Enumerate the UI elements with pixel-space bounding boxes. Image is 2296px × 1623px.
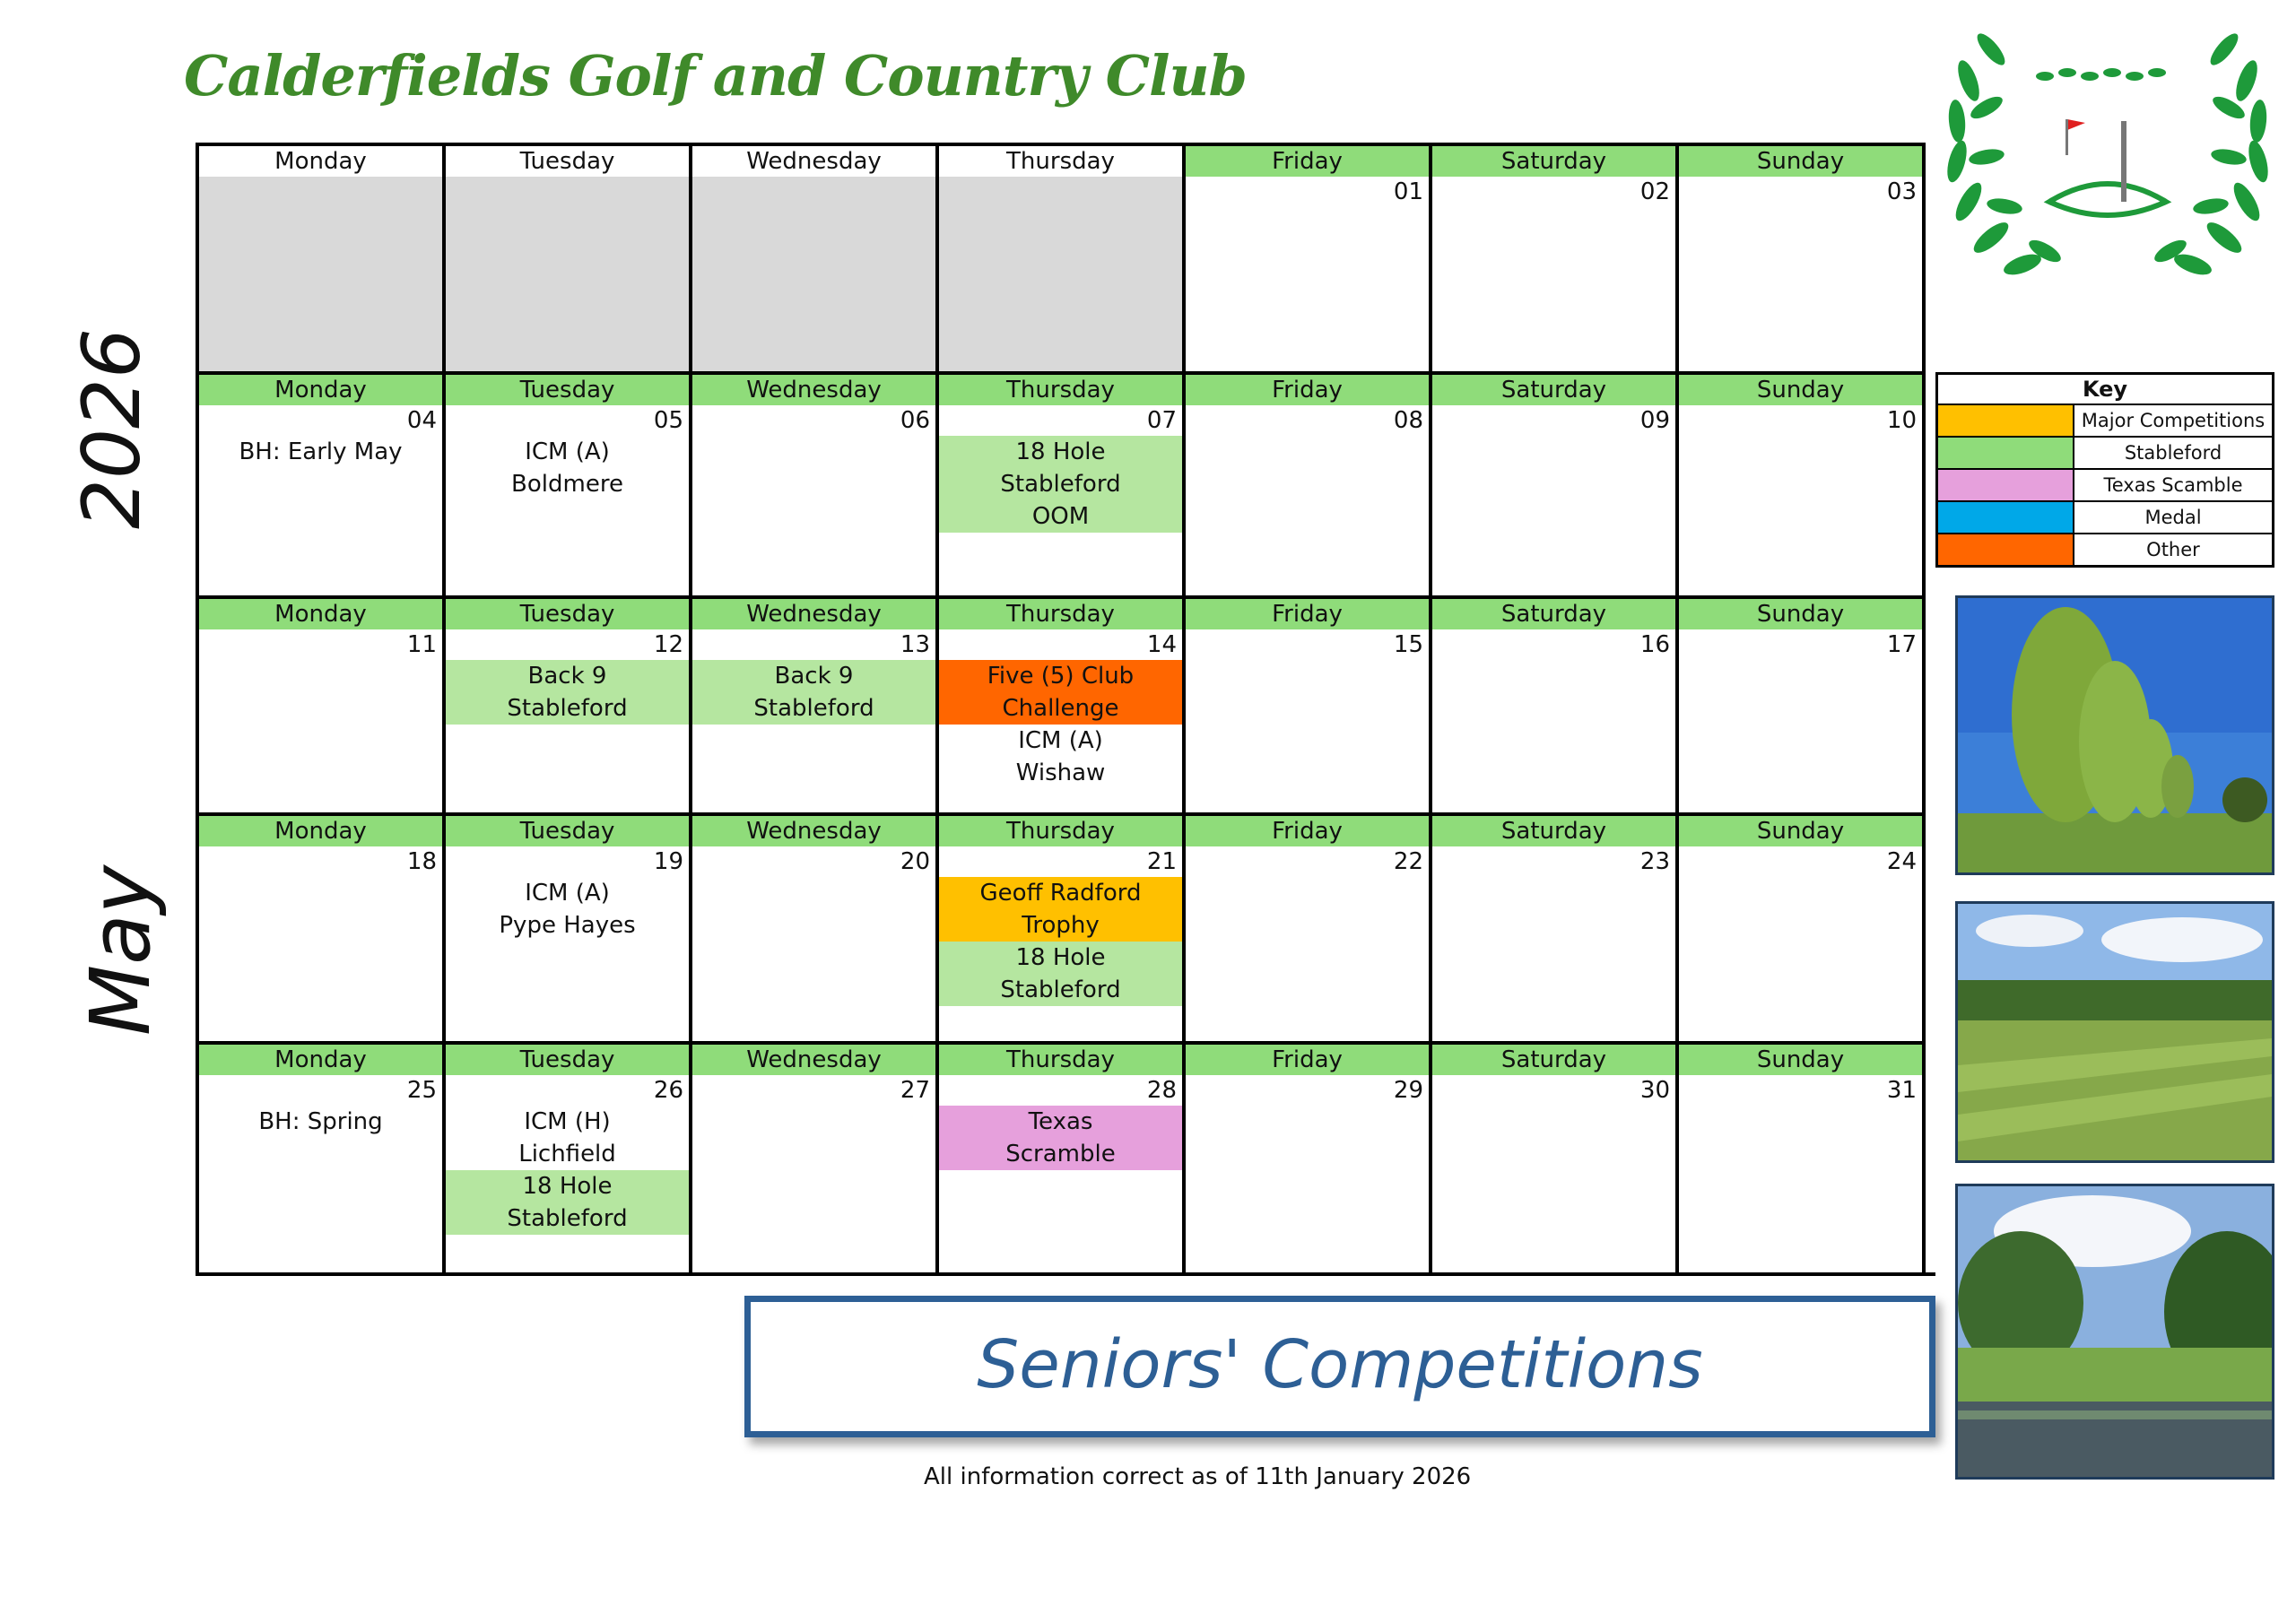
event-line: Pype Hayes <box>499 912 636 939</box>
day-number: 13 <box>900 631 930 658</box>
day-number: 04 <box>406 407 437 434</box>
day-header: Saturday <box>1432 599 1675 629</box>
day-cell <box>939 1041 1186 1272</box>
day-body <box>1186 177 1429 371</box>
seniors-competitions-banner: Seniors' Competitions <box>744 1296 1935 1437</box>
day-body <box>199 629 442 812</box>
day-cell <box>939 371 1186 595</box>
event-line: ICM (A) <box>525 880 610 907</box>
day-header: Friday <box>1186 1045 1429 1075</box>
day-body <box>199 846 442 1041</box>
event-line: Stableford <box>753 695 874 722</box>
day-body <box>692 177 935 371</box>
day-header: Thursday <box>939 599 1182 629</box>
legend-label: Stableford <box>2124 442 2222 464</box>
event-plain <box>939 725 1182 789</box>
club-logo-icon <box>1942 22 2274 309</box>
day-number: 15 <box>1393 631 1423 658</box>
day-cell <box>1186 371 1432 595</box>
day-body <box>939 1075 1182 1272</box>
event-plain <box>446 1106 689 1170</box>
day-number: 27 <box>900 1077 930 1104</box>
day-number: 20 <box>900 848 930 875</box>
day-number: 24 <box>1886 848 1917 875</box>
day-body <box>1432 177 1675 371</box>
day-cell <box>1186 812 1432 1041</box>
day-number: 29 <box>1393 1077 1423 1104</box>
day-number: 03 <box>1886 178 1917 205</box>
event-line: Boldmere <box>511 471 623 498</box>
event-texas <box>939 1106 1182 1170</box>
event-plain <box>199 436 442 468</box>
day-header: Thursday <box>939 1045 1182 1075</box>
event-stab <box>446 1170 689 1235</box>
event-stab <box>692 660 935 725</box>
event-stab <box>939 942 1182 1006</box>
event-line: ICM (A) <box>525 438 610 465</box>
calendar-week <box>196 1041 1935 1276</box>
event-line: Geoff Radford <box>979 880 1142 907</box>
day-header: Sunday <box>1679 146 1922 177</box>
day-header: Tuesday <box>446 375 689 405</box>
calendar-week <box>196 143 1935 371</box>
day-cell <box>446 1041 692 1272</box>
event-line: Stableford <box>1000 471 1121 498</box>
day-cell <box>1432 1041 1679 1272</box>
day-body <box>1679 177 1922 371</box>
year-label: 2026 <box>65 328 158 529</box>
day-body <box>939 177 1182 371</box>
day-number: 26 <box>653 1077 683 1104</box>
event-plain <box>199 1106 442 1138</box>
event-line: Wishaw <box>1015 759 1106 786</box>
day-number: 23 <box>1639 848 1670 875</box>
legend-swatch <box>1938 502 2074 533</box>
day-header: Saturday <box>1432 816 1675 846</box>
day-cell <box>692 812 939 1041</box>
day-header: Thursday <box>939 816 1182 846</box>
day-cell <box>939 143 1186 371</box>
club-title: Calderfields Golf and Country Club <box>184 43 1247 108</box>
day-header: Saturday <box>1432 1045 1675 1075</box>
day-body <box>1186 405 1429 595</box>
event-line: Stableford <box>507 695 628 722</box>
day-cell <box>1679 812 1926 1041</box>
calendar-week <box>196 371 1935 595</box>
event-line: 18 Hole <box>522 1173 613 1200</box>
day-body <box>1679 1075 1922 1272</box>
day-number: 28 <box>1146 1077 1177 1104</box>
day-number: 02 <box>1639 178 1670 205</box>
day-cell <box>199 143 446 371</box>
day-body <box>1679 405 1922 595</box>
day-number: 21 <box>1146 848 1177 875</box>
legend-label: Other <box>2146 539 2200 560</box>
legend-swatch <box>1938 470 2074 500</box>
day-cell <box>1432 595 1679 812</box>
day-body <box>199 177 442 371</box>
day-header: Friday <box>1186 599 1429 629</box>
event-line: ICM (H) <box>524 1108 611 1135</box>
day-header: Tuesday <box>446 146 689 177</box>
event-other <box>939 660 1182 725</box>
day-body <box>1679 846 1922 1041</box>
day-header: Friday <box>1186 375 1429 405</box>
day-header: Wednesday <box>692 599 935 629</box>
legend-row <box>1938 470 2272 502</box>
day-number: 08 <box>1393 407 1423 434</box>
calendar-week <box>196 595 1935 812</box>
day-cell <box>199 595 446 812</box>
legend-swatch <box>1938 534 2074 565</box>
day-number: 16 <box>1639 631 1670 658</box>
day-body <box>1432 405 1675 595</box>
day-number: 31 <box>1886 1077 1917 1104</box>
event-line: OOM <box>1031 503 1090 530</box>
legend-label: Texas Scamble <box>2103 474 2243 496</box>
day-header: Wednesday <box>692 816 935 846</box>
day-body <box>692 846 935 1041</box>
day-cell <box>1432 143 1679 371</box>
day-header: Saturday <box>1432 146 1675 177</box>
legend-label: Medal <box>2144 507 2202 528</box>
event-line: Scramble <box>1005 1141 1116 1167</box>
day-number: 01 <box>1393 178 1423 205</box>
day-body <box>446 177 689 371</box>
day-cell <box>446 595 692 812</box>
event-line: Five (5) Club <box>987 663 1135 690</box>
day-number: 22 <box>1393 848 1423 875</box>
legend-row <box>1938 438 2272 470</box>
day-header: Wednesday <box>692 1045 935 1075</box>
legend-row <box>1938 502 2272 534</box>
legend-swatch <box>1938 405 2074 436</box>
day-header: Monday <box>199 375 442 405</box>
event-major <box>939 877 1182 942</box>
day-header: Monday <box>199 599 442 629</box>
event-line: 18 Hole <box>1015 438 1106 465</box>
day-body <box>1186 1075 1429 1272</box>
day-cell <box>692 595 939 812</box>
event-line: Lichfield <box>518 1141 616 1167</box>
day-body <box>446 405 689 595</box>
day-body <box>692 405 935 595</box>
day-header: Tuesday <box>446 816 689 846</box>
day-cell <box>446 143 692 371</box>
event-line: Trophy <box>1022 912 1100 939</box>
day-body <box>446 846 689 1041</box>
event-line: ICM (A) <box>1018 727 1103 754</box>
course-photo-pond <box>1955 1184 2274 1480</box>
day-number: 14 <box>1146 631 1177 658</box>
day-number: 19 <box>653 848 683 875</box>
day-cell <box>199 371 446 595</box>
day-header: Sunday <box>1679 1045 1922 1075</box>
day-number: 06 <box>900 407 930 434</box>
day-header: Saturday <box>1432 375 1675 405</box>
day-cell <box>1679 595 1926 812</box>
day-cell <box>692 143 939 371</box>
day-body <box>1679 629 1922 812</box>
day-number: 09 <box>1639 407 1670 434</box>
calendar-grid <box>196 143 1935 1276</box>
day-cell <box>199 812 446 1041</box>
day-cell <box>692 1041 939 1272</box>
day-cell <box>939 812 1186 1041</box>
event-plain <box>446 436 689 500</box>
day-number: 25 <box>406 1077 437 1104</box>
day-number: 12 <box>653 631 683 658</box>
day-header: Sunday <box>1679 816 1922 846</box>
day-body <box>199 1075 442 1272</box>
event-line: Challenge <box>1002 695 1119 722</box>
course-photo-trees <box>1955 595 2274 875</box>
legend-swatch <box>1938 438 2074 468</box>
legend-title: Key <box>1938 375 2272 405</box>
event-line: Texas <box>1028 1108 1093 1135</box>
day-cell <box>1679 143 1926 371</box>
day-cell <box>1186 143 1432 371</box>
legend-row <box>1938 405 2272 438</box>
event-line: Stableford <box>507 1205 628 1232</box>
event-stab <box>939 436 1182 533</box>
day-number: 30 <box>1639 1077 1670 1104</box>
day-header: Friday <box>1186 146 1429 177</box>
month-label: May <box>73 864 169 1037</box>
day-number: 18 <box>406 848 437 875</box>
event-line: Back 9 <box>527 663 607 690</box>
day-cell <box>1186 595 1432 812</box>
footnote: All information correct as of 11th January 2026 <box>924 1463 1472 1490</box>
day-cell <box>446 371 692 595</box>
day-number: 11 <box>406 631 437 658</box>
day-number: 05 <box>653 407 683 434</box>
day-body <box>199 405 442 595</box>
day-number: 17 <box>1886 631 1917 658</box>
day-header: Friday <box>1186 816 1429 846</box>
day-cell <box>692 371 939 595</box>
legend-row <box>1938 534 2272 565</box>
event-line: BH: Spring <box>258 1108 383 1135</box>
day-number: 07 <box>1146 407 1177 434</box>
day-cell <box>1679 371 1926 595</box>
event-line: 18 Hole <box>1015 944 1106 971</box>
day-body <box>1432 1075 1675 1272</box>
day-body <box>1186 846 1429 1041</box>
day-body <box>1432 846 1675 1041</box>
day-header: Tuesday <box>446 599 689 629</box>
day-header: Thursday <box>939 375 1182 405</box>
day-cell <box>1186 1041 1432 1272</box>
course-photo-fairway <box>1955 901 2274 1163</box>
event-stab <box>446 660 689 725</box>
day-header: Wednesday <box>692 146 935 177</box>
day-header: Monday <box>199 146 442 177</box>
event-plain <box>446 877 689 942</box>
day-cell <box>446 812 692 1041</box>
day-body <box>692 1075 935 1272</box>
legend-key <box>1935 372 2274 568</box>
event-line: Back 9 <box>774 663 854 690</box>
day-cell <box>1432 812 1679 1041</box>
legend-label: Major Competitions <box>2081 410 2266 431</box>
day-header: Tuesday <box>446 1045 689 1075</box>
day-header: Sunday <box>1679 375 1922 405</box>
day-header: Sunday <box>1679 599 1922 629</box>
day-header: Thursday <box>939 146 1182 177</box>
day-body <box>1186 629 1429 812</box>
event-line: Stableford <box>1000 976 1121 1003</box>
day-number: 10 <box>1886 407 1917 434</box>
day-cell <box>1432 371 1679 595</box>
calendar-week <box>196 812 1935 1041</box>
day-header: Wednesday <box>692 375 935 405</box>
day-cell <box>939 595 1186 812</box>
day-cell <box>1679 1041 1926 1272</box>
event-line: BH: Early May <box>239 438 403 465</box>
day-header: Monday <box>199 1045 442 1075</box>
day-header: Monday <box>199 816 442 846</box>
day-body <box>1432 629 1675 812</box>
day-cell <box>199 1041 446 1272</box>
